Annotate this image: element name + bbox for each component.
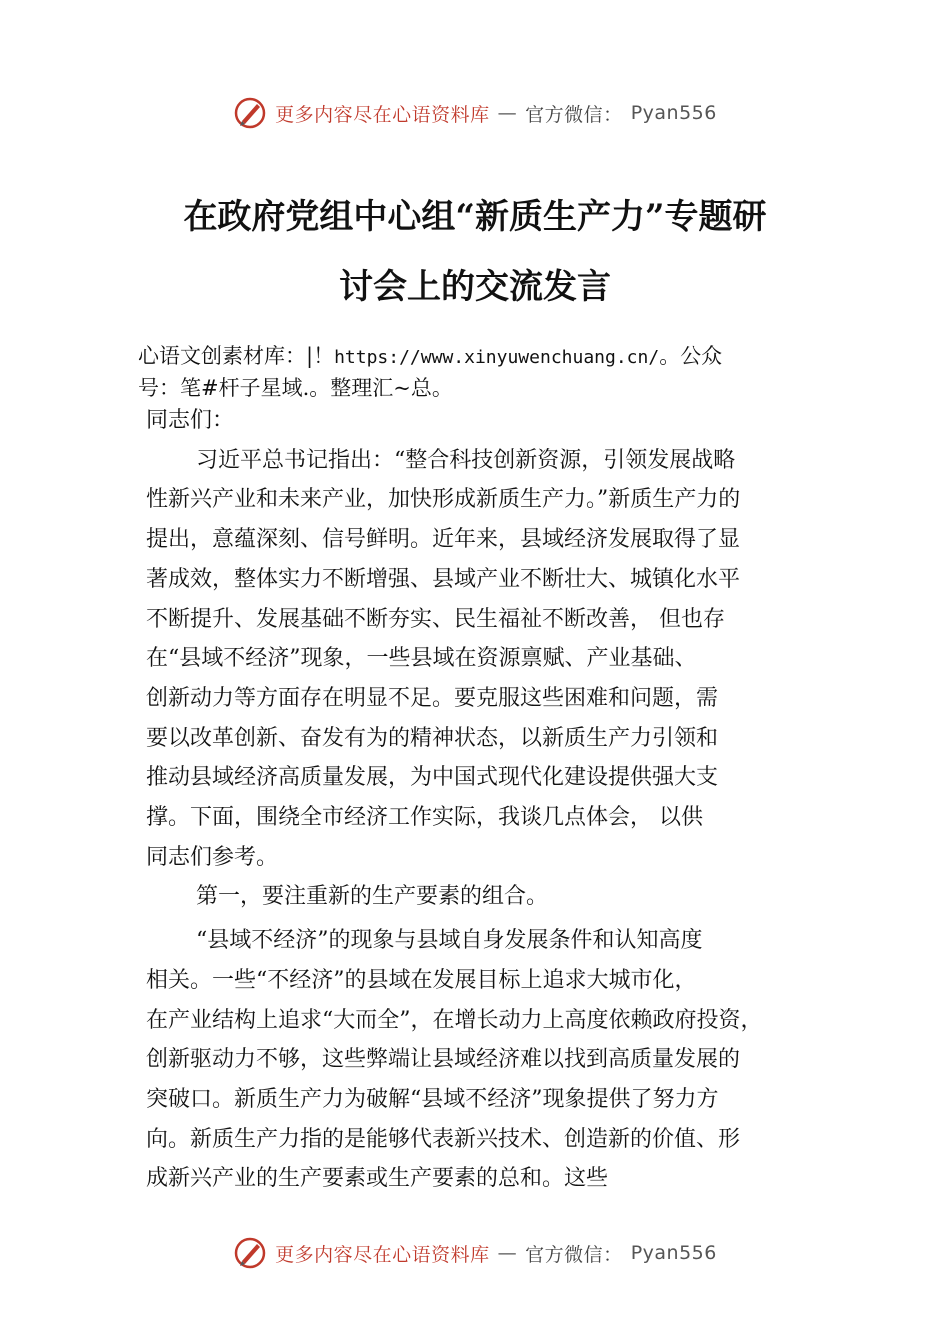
paragraph-line: 要以改革创新、奋发有为的精神状态，以新质生产力引领和 [146, 725, 719, 751]
section-heading: 第一，要注重新的生产要素的组合。 [196, 884, 549, 910]
paragraph-line: 向。新质生产力指的是能够代表新兴技术、创造新的价值、形 [146, 1126, 741, 1152]
paragraph-line: 在“县域不经济”现象，一些县域在资源禀赋、产业基础、 [146, 646, 697, 672]
source-line-2: 号：笔#杆子星域.。整理汇~总。 [138, 376, 453, 400]
banner-wechat-label: 官方微信： [525, 1243, 623, 1266]
paragraph-line: 推动县域经济高质量发展，为中国式现代化建设提供强大支 [146, 765, 719, 791]
source-url: https://www.xinyuwenchuang.cn/ [334, 347, 660, 368]
paragraph-line: 成新兴产业的生产要素或生产要素的总和。这些 [146, 1166, 609, 1192]
document-body [146, 401, 836, 1199]
salutation: 同志们： [146, 408, 235, 433]
banner-dash: — [497, 1242, 518, 1264]
paragraph-line: 同志们参考。 [146, 844, 279, 870]
banner-dash: — [497, 102, 518, 124]
paragraph-line: 不断提升、发展基础不断夯实、民生福祉不断改善， 但也存 [146, 606, 725, 632]
paragraph-line: “县域不经济”的现象与县域自身发展条件和认知高度 [196, 928, 703, 954]
paragraph-line: 撑。下面，围绕全市经济工作实际，我谈几点体会， 以供 [146, 805, 703, 831]
document-title [100, 182, 850, 322]
pen-logo-icon [233, 96, 267, 130]
title-line-1: 在政府党组中心组“新质生产力”专题研 [183, 197, 767, 237]
header-banner [0, 96, 950, 130]
banner-wechat-id: Pyan556 [630, 102, 717, 124]
banner-text: 更多内容尽在心语资料库 [275, 103, 490, 126]
paragraph-line: 在产业结构上追求“大而全”，在增长动力上高度依赖政府投资， [146, 1007, 763, 1033]
title-line-2: 讨会上的交流发言 [339, 267, 611, 307]
paragraph-line: 创新驱动力不够，这些弊端让县域经济难以找到高质量发展的 [146, 1047, 741, 1073]
source-prefix: 心语文创素材库：|！ [138, 344, 335, 368]
source-mid: 。公众 [659, 344, 723, 368]
paragraph-line: 提出，意蕴深刻、信号鲜明。近年来，县域经济发展取得了显 [146, 527, 741, 553]
banner-wechat-id: Pyan556 [630, 1242, 717, 1264]
paragraph-line: 相关。一些“不经济”的县域在发展目标上追求大城市化， [146, 967, 697, 993]
paragraph-line: 习近平总书记指出：“整合科技创新资源，引领发展战略 [196, 447, 736, 473]
banner-text: 更多内容尽在心语资料库 [275, 1243, 490, 1266]
banner-wechat-label: 官方微信： [525, 103, 623, 126]
footer-banner [0, 1236, 950, 1270]
paragraph-line: 著成效，整体实力不断增强、县域产业不断壮大、城镇化水平 [146, 566, 741, 592]
paragraph-line: 突破口。新质生产力为破解“县域不经济”现象提供了努力方 [146, 1086, 719, 1112]
source-note [138, 341, 843, 403]
pen-logo-icon [233, 1236, 267, 1270]
paragraph-line: 性新兴产业和未来产业，加快形成新质生产力。”新质生产力的 [146, 487, 741, 513]
paragraph-line: 创新动力等方面存在明显不足。要克服这些困难和问题，需 [146, 685, 719, 711]
